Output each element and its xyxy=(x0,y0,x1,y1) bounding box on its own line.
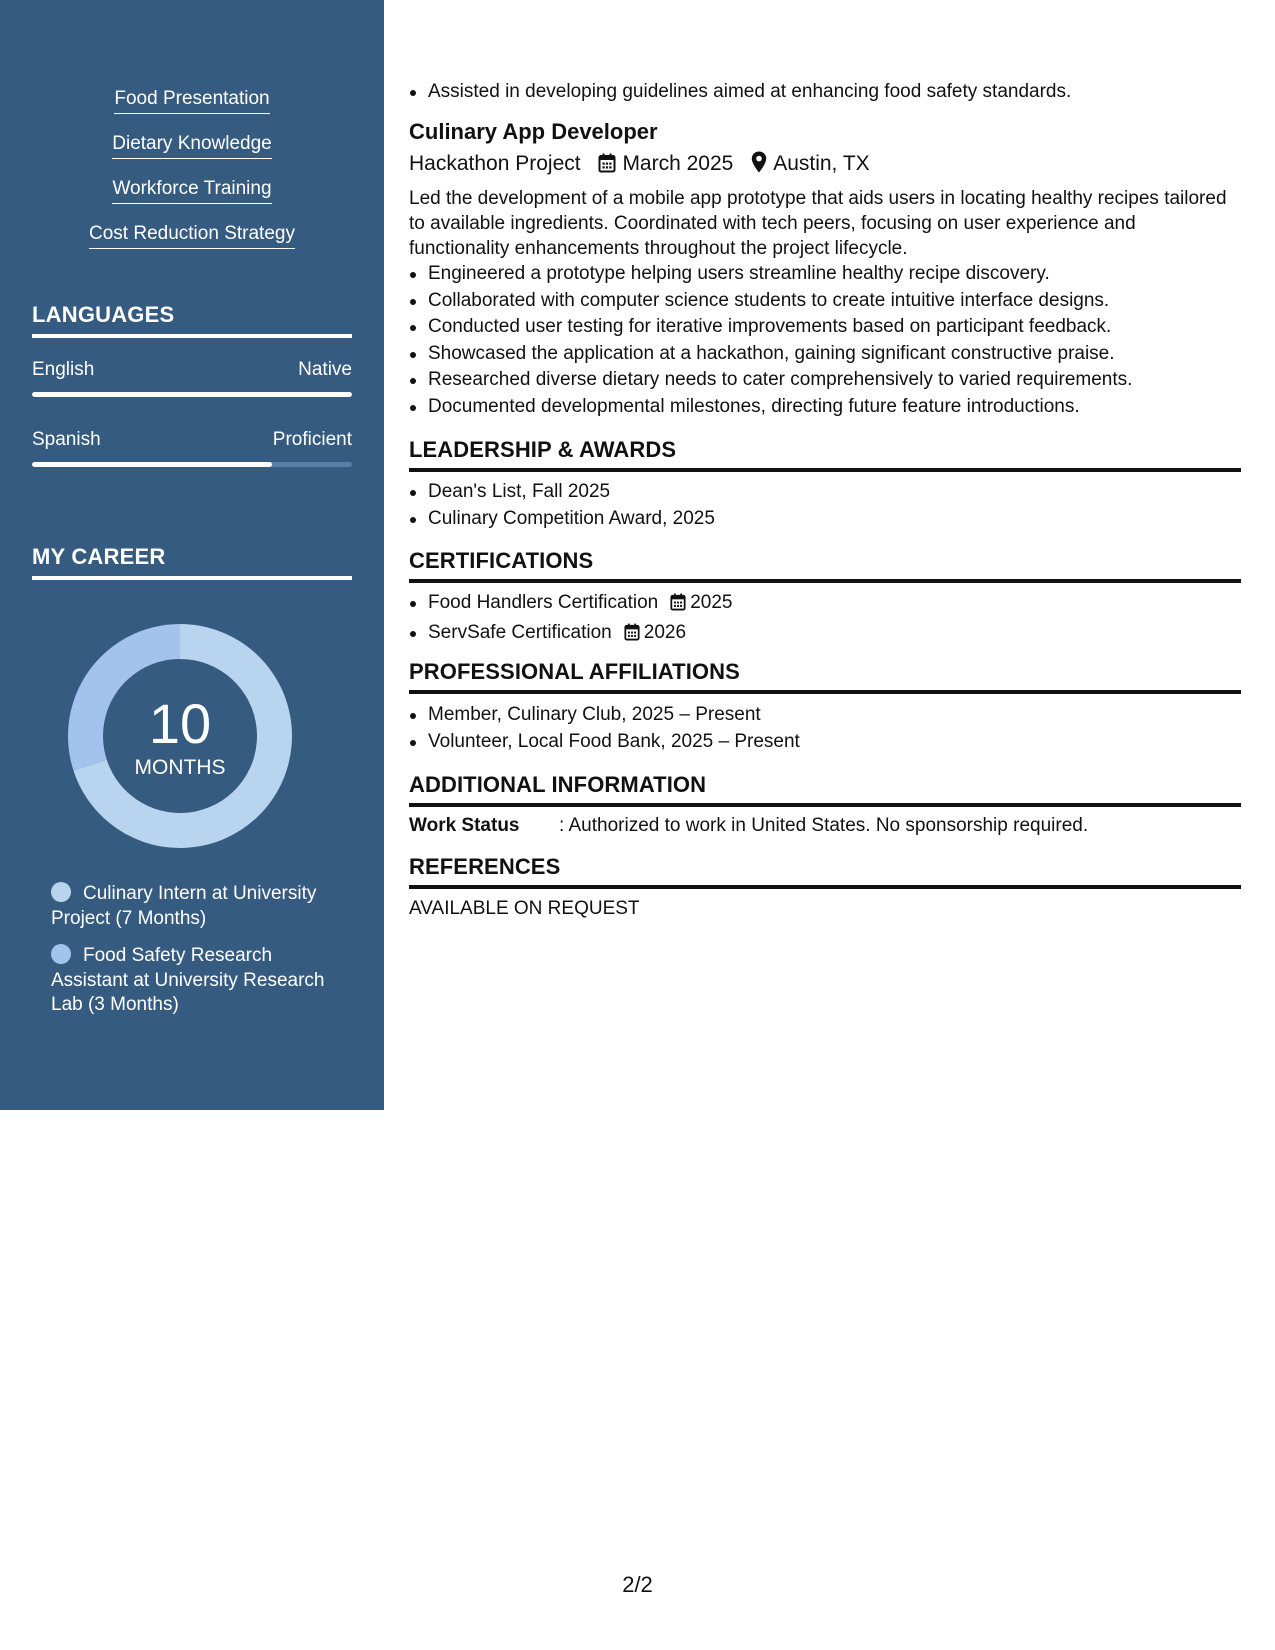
cert-name: ServSafe Certification xyxy=(428,621,612,643)
location-pin-icon xyxy=(751,151,767,181)
language-level: Native xyxy=(298,359,352,380)
list-item: Member, Culinary Club, 2025 – Present xyxy=(409,702,1241,729)
work-status-label: Work Status xyxy=(409,815,520,836)
list-item: Researched diverse dietary needs to cater comprehensively to varied requirements. xyxy=(409,367,1241,394)
list-item: Volunteer, Local Food Bank, 2025 – Present xyxy=(409,729,1241,756)
list-item: Dean's List, Fall 2025 xyxy=(409,479,1241,506)
list-item: Showcased the application at a hackathon, gaining significant constructive praise. xyxy=(409,341,1241,368)
list-item: Conducted user testing for iterative improvements based on participant feedback. xyxy=(409,314,1241,341)
work-status xyxy=(409,813,1088,838)
work-status-value: : Authorized to work in United States. No sponsorship required. xyxy=(559,815,1089,836)
language-level: Proficient xyxy=(272,429,352,450)
calendar-icon xyxy=(598,153,616,181)
references-text: AVAILABLE ON REQUEST xyxy=(409,898,640,919)
section-heading-additional: ADDITIONAL INFORMATION xyxy=(409,772,1241,807)
list-item: Collaborated with computer science students to create intuitive interface designs. xyxy=(409,288,1241,315)
cert-year: 2026 xyxy=(643,621,687,643)
list-item: Documented developmental milestones, directing future feature introductions. xyxy=(409,394,1241,421)
career-heading: MY CAREER xyxy=(32,544,352,580)
calendar-icon xyxy=(670,593,686,620)
job-location: Austin, TX xyxy=(773,152,870,175)
job-description: Led the development of a mobile app prototype that aids users in locating healthy recipes tailored to available ingredients. Coordinated with tech peers, focusing on user experience and functionality enhancements throughout the project lifecycle. xyxy=(409,188,1227,259)
section-heading-references: REFERENCES xyxy=(409,854,1241,889)
skill-item: Cost Reduction Strategy xyxy=(0,223,384,249)
career-unit: MONTHS xyxy=(134,756,226,779)
languages-heading: LANGUAGES xyxy=(32,302,352,338)
section-heading-certifications: CERTIFICATIONS xyxy=(409,548,1241,583)
job-bullets xyxy=(409,261,1241,420)
list-item xyxy=(409,590,1241,620)
affiliations-list xyxy=(409,702,1241,755)
language-bar-fill xyxy=(32,462,272,467)
calendar-icon xyxy=(624,623,640,650)
job-org: Hackathon Project xyxy=(409,152,581,175)
section-heading-leadership: LEADERSHIP & AWARDS xyxy=(409,437,1241,472)
page-number: 2/2 xyxy=(622,1572,653,1597)
leadership-list xyxy=(409,479,1241,532)
certifications-list xyxy=(409,590,1241,649)
list-item: Engineered a prototype helping users streamline healthy recipe discovery. xyxy=(409,261,1241,288)
experience-bullets-previous xyxy=(409,79,1241,106)
job-title: Culinary App Developer xyxy=(409,119,658,144)
job-date: March 2025 xyxy=(622,152,734,175)
section-heading-affiliations: PROFESSIONAL AFFILIATIONS xyxy=(409,659,1241,694)
career-legend-item: Culinary Intern at University Project (7 Months) xyxy=(51,883,317,929)
skill-item: Workforce Training xyxy=(0,178,384,204)
language-bar-fill xyxy=(32,392,352,397)
job-meta xyxy=(409,150,1241,181)
language-name: Spanish xyxy=(32,429,101,450)
job-entry xyxy=(409,118,1241,420)
language-bar xyxy=(32,462,352,467)
career-legend-item: Food Safety Research Assistant at University Research Lab (3 Months) xyxy=(51,945,325,1015)
list-item: Culinary Competition Award, 2025 xyxy=(409,506,1241,533)
career-total: 10 xyxy=(148,692,212,755)
legend-dot xyxy=(51,944,71,964)
cert-name: Food Handlers Certification xyxy=(428,592,659,613)
list-item xyxy=(409,620,1241,650)
career-donut-chart xyxy=(66,622,294,850)
skill-item: Dietary Knowledge xyxy=(0,133,384,159)
legend-dot xyxy=(51,882,71,902)
cert-year: 2025 xyxy=(690,592,733,613)
language-name: English xyxy=(32,359,95,380)
list-item: Assisted in developing guidelines aimed at enhancing food safety standards. xyxy=(409,79,1241,106)
skill-item: Food Presentation xyxy=(0,88,384,114)
language-bar xyxy=(32,392,352,397)
sidebar xyxy=(0,0,384,1110)
